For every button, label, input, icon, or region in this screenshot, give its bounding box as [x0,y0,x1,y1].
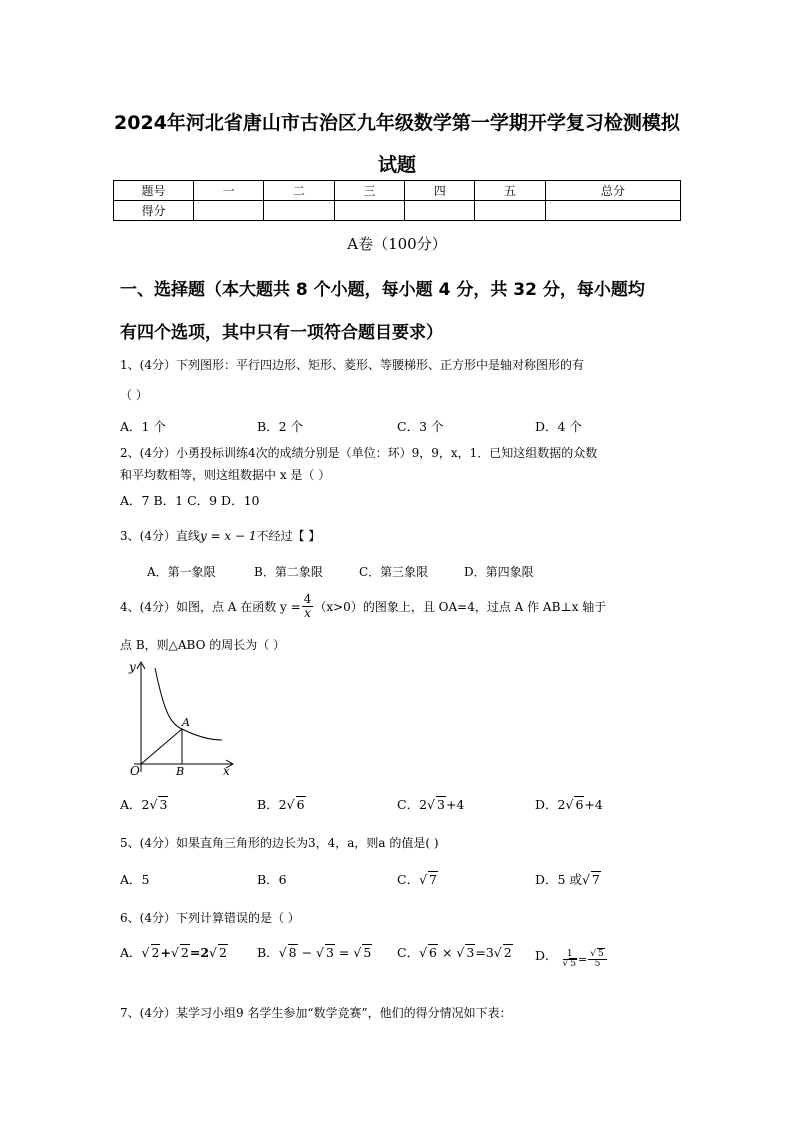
point-b-label: B [176,765,185,778]
operator: − [297,945,317,960]
question-5-option-b: B．6 [257,872,287,887]
question-6-option-c [397,943,513,961]
question-2-text: 2、(4分）小勇投标训练4次的成绩分别是（单位：环）9，9，x，1．已知这组数据的众数 [120,446,598,460]
question-1-option-d: D．4 个 [535,419,582,434]
option-suffix: +4 [445,797,465,812]
question-5-option-d [535,870,601,888]
question-6-option-b [257,943,372,961]
question-4-option-d [535,795,603,813]
hyperbola-curve [155,668,222,740]
question-6-option-d [535,940,608,970]
radicand: 3 [466,945,475,960]
page-title-line2: 试题 [377,154,416,176]
score-table-header-row [114,181,681,201]
score-table-cell: 三 [334,181,404,201]
question-3-prefix: 3、(4分）直线 [120,529,200,543]
radicand: 2 [503,945,512,960]
question-5-text: 5、(4分）如果直角三角形的边长为3，4，a，则a 的值是( ) [120,836,439,850]
option-prefix: A． [120,945,142,960]
question-3-text [120,527,320,544]
question-5-option-c [397,870,438,888]
question-7-text: 7、(4分）某学习小组9 名学生参加“数学竞赛”，他们的得分情况如下表： [120,1006,512,1020]
origin-label: O [130,764,140,778]
question-3-option-b: B．第二象限 [254,565,323,579]
question-2-text-line2: 和平均数相等，则这组数据中 x 是（ ） [120,468,331,482]
radicand: 5 [570,959,576,970]
question-4-option-c [397,795,464,813]
section-heading-line1: 一、选择题（本大题共 8 个小题，每小题 4 分，共 32 分，每小题均 [120,280,645,300]
score-table-score-row [114,201,681,221]
fraction-denominator [563,960,577,969]
fraction-right [588,950,606,970]
option-prefix: C． [397,872,420,887]
page-title-line1: 2024年河北省唐山市古治区九年级数学第一学期开学复习检测模拟 [114,112,680,134]
option-prefix: C．2 [397,797,428,812]
radicand: 2 [180,945,189,960]
question-4-suffix: （x>0）的图象上，且 OA=4，过点 A 作 AB⊥x 轴于 [314,599,607,614]
question-4-fraction [302,593,314,619]
score-table-empty-cell [475,201,545,221]
question-3-option-a: A．第一象限 [147,565,216,579]
operator: × [438,945,457,960]
radicand: 8 [288,945,297,960]
option-prefix: D．2 [535,797,566,812]
equals: = [334,945,354,960]
question-4-text-line2: 点 B，则△ABO 的周长为（ ） [120,638,286,652]
option-prefix: D． [535,947,558,963]
question-5-option-a: A．5 [120,872,150,887]
option-prefix: B． [257,945,279,960]
fraction-denominator: x [304,605,311,620]
radicand: 6 [575,797,584,812]
option-prefix: D．5 或 [535,872,582,887]
sqrt-sign-icon: √ [581,872,590,887]
equals: =3 [475,945,494,960]
question-3-suffix: 不经过【 】 [256,529,321,543]
question-4-prefix: 4、(4分）如图，点 A 在函数 y = [120,599,301,614]
score-table-cell: 得分 [114,201,194,221]
sqrt-sign-icon: √ [419,872,428,887]
sqrt-sign-icon: √ [209,945,217,960]
score-table-empty-cell [405,201,475,221]
sqrt-sign-icon: √ [590,949,596,959]
question-3-equation: y = x − 1 [199,529,257,543]
sqrt-sign-icon: √ [427,797,435,812]
score-table [113,180,681,221]
fraction-denominator: 5 [594,959,601,970]
sqrt-sign-icon: √ [493,945,502,960]
equals: =2 [189,945,210,960]
score-table-cell: 题号 [114,181,194,201]
question-1-option-c: C．3 个 [397,419,444,434]
radicand: 5 [597,949,604,959]
sqrt-sign-icon: √ [456,945,465,960]
question-3-option-d: D．第四象限 [464,565,534,579]
question-1-paren: （ ） [120,388,148,402]
radicand: 6 [296,797,305,812]
radicand: 6 [429,945,437,960]
sqrt-sign-icon: √ [149,797,158,812]
radicand: 7 [429,872,437,887]
question-1-option-b: B．2 个 [257,419,304,434]
point-a-label: A [182,716,190,729]
score-table-cell: 总分 [545,181,680,201]
sqrt-sign-icon: √ [316,945,324,960]
sqrt-sign-icon: √ [170,945,179,960]
question-4-option-a [120,795,168,813]
section-heading-line2: 有四个选项，其中只有一项符合题目要求） [120,323,443,343]
score-table-empty-cell [545,201,680,221]
option-prefix: C． [397,945,420,960]
radicand: 7 [591,872,600,887]
sqrt-sign-icon: √ [419,945,428,960]
score-table-cell: 二 [264,181,334,201]
option-prefix: A．2 [120,797,150,812]
score-table-cell: 五 [475,181,545,201]
equals: = [578,953,588,967]
question-4-text [120,593,606,619]
volume-heading: A卷（100分） [347,235,447,253]
radicand: 2 [151,945,160,960]
score-table-cell: 一 [194,181,264,201]
sqrt-sign-icon: √ [286,797,295,812]
score-table-cell: 四 [405,181,475,201]
operator: + [160,945,171,960]
sqrt-sign-icon: √ [565,797,574,812]
fraction-left [563,950,577,970]
option-suffix: +4 [584,797,603,812]
sqrt-sign-icon: √ [141,945,150,960]
question-1-text: 1、(4分）下列图形：平行四边形、矩形、菱形、等腰梯形、正方形中是轴对称图形的有 [120,358,584,372]
radicand: 5 [363,945,372,960]
question-4-option-b [257,795,306,813]
radicand: 3 [437,797,445,812]
function-graph [112,656,242,781]
score-table-empty-cell [264,201,334,221]
question-6-text: 6、(4分）下列计算错误的是（ ） [120,911,300,925]
fraction-numerator: 1 [563,950,577,960]
question-6-option-a [120,943,228,961]
radicand: 3 [326,945,334,960]
radicand: 2 [219,945,227,960]
question-2-options: A．7 B．1 C．9 D．10 [120,493,260,508]
sqrt-sign-icon: √ [562,959,569,970]
y-axis-label: y [129,660,136,674]
radicand: 3 [159,797,168,812]
score-table-empty-cell [194,201,264,221]
x-axis-label: x [223,764,230,778]
option-prefix: B．2 [257,797,287,812]
score-table-empty-cell [334,201,404,221]
segment-oa [141,729,182,764]
fraction-numerator: 4 [303,592,312,606]
sqrt-sign-icon: √ [278,945,287,960]
question-3-option-c: C．第三象限 [359,565,429,579]
sqrt-sign-icon: √ [353,945,362,960]
question-1-option-a: A．1 个 [120,419,166,434]
